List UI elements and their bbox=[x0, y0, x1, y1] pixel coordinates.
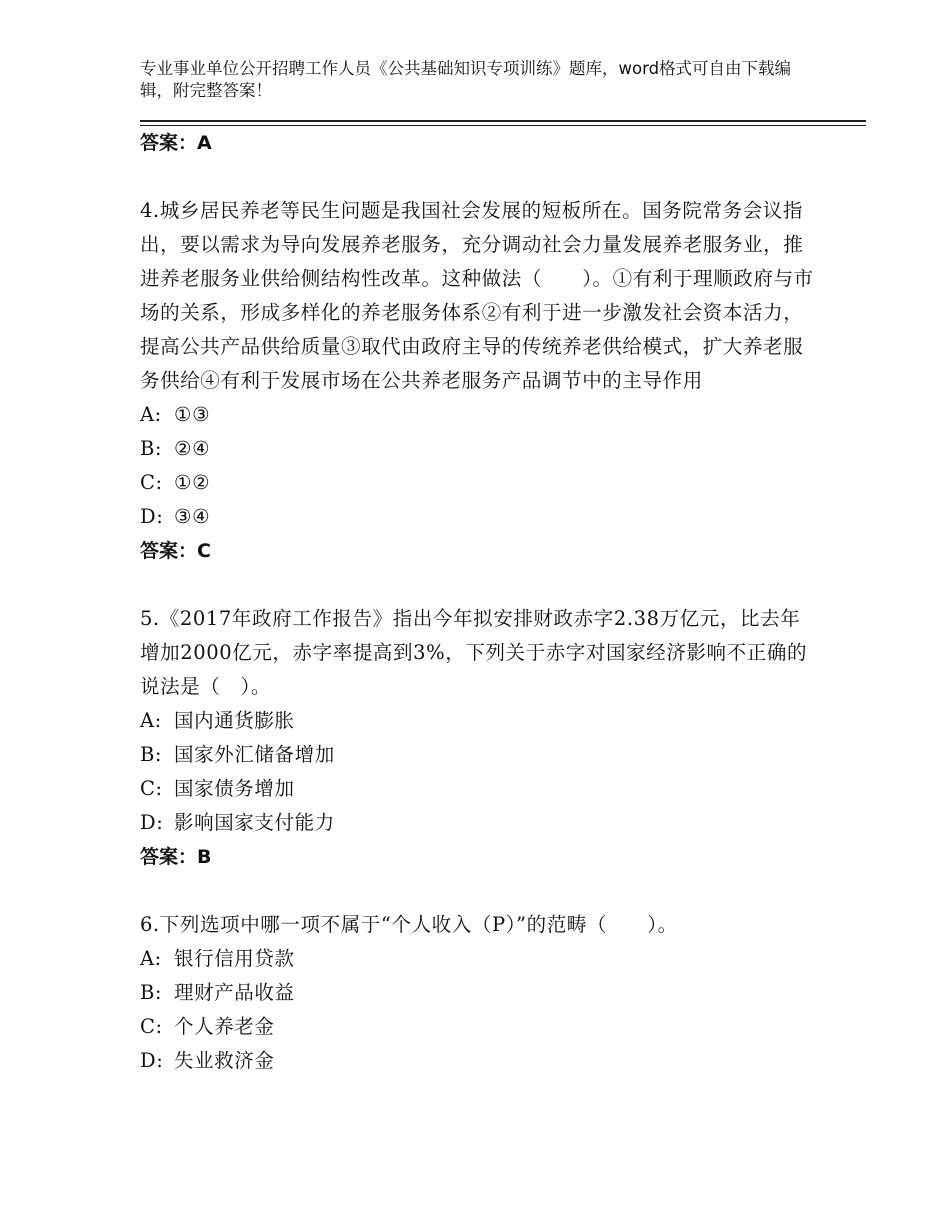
question-4-answer: 答案：C bbox=[140, 540, 211, 562]
option-text: 影响国家支付能力 bbox=[174, 811, 335, 834]
question-4 bbox=[140, 194, 820, 568]
question-4-option-a bbox=[140, 398, 820, 432]
question-5-text: 5.《2017年政府工作报告》指出今年拟安排财政赤字2.38万亿元，比去年增加2000亿元，赤字率提高到3%，下列关于赤字对国家经济影响不正确的说法是（ ）。 bbox=[140, 607, 808, 698]
question-4-option-b bbox=[140, 432, 820, 466]
option-key: B: bbox=[140, 743, 163, 766]
option-text: 失业救济金 bbox=[174, 1049, 275, 1072]
option-text: 国家债务增加 bbox=[174, 777, 295, 800]
option-key: D: bbox=[140, 1049, 164, 1072]
option-key: C: bbox=[140, 777, 163, 800]
question-6-option-a bbox=[140, 942, 820, 976]
question-4-option-d bbox=[140, 500, 820, 534]
question-5 bbox=[140, 602, 820, 874]
option-text: 银行信用贷款 bbox=[174, 947, 295, 970]
option-text: 个人养老金 bbox=[174, 1015, 275, 1038]
option-key: A: bbox=[140, 709, 162, 732]
option-key: B: bbox=[140, 981, 163, 1004]
option-text: ①③ bbox=[174, 403, 211, 426]
question-6-option-d bbox=[140, 1044, 820, 1078]
option-key: C: bbox=[140, 1015, 163, 1038]
option-key: D: bbox=[140, 505, 164, 528]
option-key: A: bbox=[140, 947, 162, 970]
option-text: ③④ bbox=[174, 505, 211, 528]
question-5-option-d bbox=[140, 806, 820, 840]
question-4-text: 4.城乡居民养老等民生问题是我国社会发展的短板所在。国务院常务会议指出，要以需求为导向发展养老服务，充分调动社会力量发展养老服务业，推进养老服务业供给侧结构性改革。这种做法（ ）。①有利于理顺政府与市场的关系，形成多样化的养老服务体系②有利于进一步激发社会资本活力，提高公共产品供给质量③取代由政府主导的传统养老供给模式，扩大养老服务供给④有利于发展市场在公共养老服务产品调节中的主导作用 bbox=[140, 199, 814, 392]
question-list bbox=[140, 126, 820, 1078]
option-key: D: bbox=[140, 811, 164, 834]
option-text: ②④ bbox=[174, 437, 211, 460]
page-header-note: 专业事业单位公开招聘工作人员《公共基础知识专项训练》题库，word格式可自由下载编辑，附完整答案！ bbox=[140, 59, 792, 100]
header-divider-thick bbox=[140, 120, 866, 122]
question-6-option-b bbox=[140, 976, 820, 1010]
question-6-option-c bbox=[140, 1010, 820, 1044]
option-text: ①② bbox=[174, 471, 211, 494]
question-6 bbox=[140, 908, 820, 1078]
option-text: 理财产品收益 bbox=[174, 981, 295, 1004]
question-5-answer: 答案：B bbox=[140, 846, 212, 868]
question-5-option-a bbox=[140, 704, 820, 738]
previous-answer: 答案：A bbox=[140, 132, 212, 154]
question-5-option-b bbox=[140, 738, 820, 772]
question-4-option-c bbox=[140, 466, 820, 500]
option-key: B: bbox=[140, 437, 163, 460]
option-key: C: bbox=[140, 471, 163, 494]
option-text: 国家外汇储备增加 bbox=[174, 743, 335, 766]
question-5-option-c bbox=[140, 772, 820, 806]
option-text: 国内通货膨胀 bbox=[174, 709, 295, 732]
option-key: A: bbox=[140, 403, 162, 426]
question-6-text: 6.下列选项中哪一项不属于“个人收入（P）”的范畴（ ）。 bbox=[140, 913, 678, 936]
